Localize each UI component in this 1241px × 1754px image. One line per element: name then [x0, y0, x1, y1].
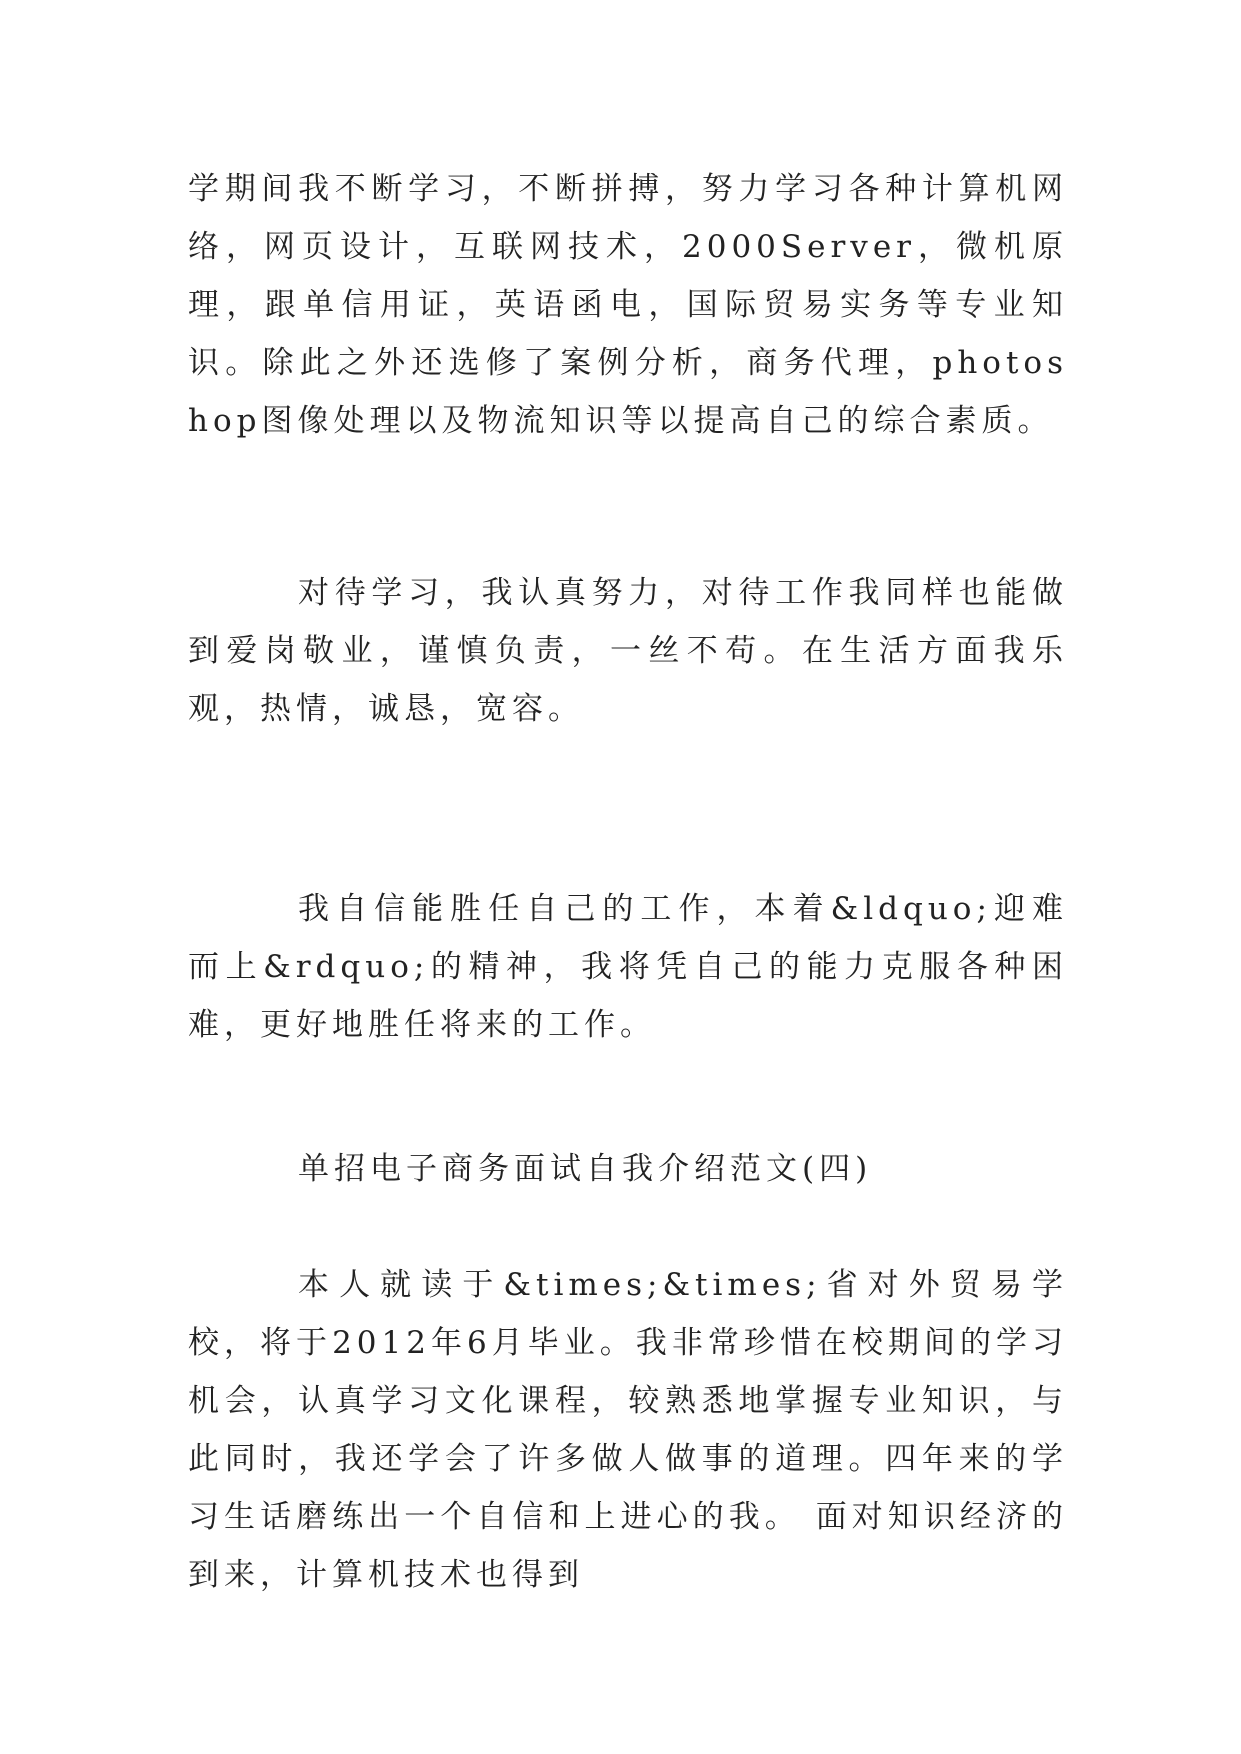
- paragraph-study-courses: 学期间我不断学习，不断拼搏，努力学习各种计算机网络，网页设计，互联网技术，2000Server，微机原理，跟单信用证，英语函电，国际贸易实务等专业知识。除此之外还选修了案例分析，商务代理，photoshop图像处理以及物流知识等以提高自己的综合素质。: [188, 171, 1068, 439]
- paragraph-work-attitude: 对待学习，我认真努力，对待工作我同样也能做到爱岗敬业，谨慎负责，一丝不苟。在生活方面我乐观，热情，诚恳，宽容。: [188, 575, 1068, 727]
- paragraph-confidence: 我自信能胜任自己的工作，本着&ldquo;迎难而上&rdquo;的精神，我将凭自己的能力克服各种困难，更好地胜任将来的工作。: [188, 891, 1068, 1043]
- section-heading: 单招电子商务面试自我介绍范文(四): [298, 1151, 873, 1187]
- paragraph-introduction: 本人就读于&times;&times;省对外贸易学校，将于2012年6月毕业。我非常珍惜在校期间的学习机会，认真学习文化课程，较熟悉地掌握专业知识，与此同时，我还学会了许多做人做事的道理。四年来的学习生话磨练出一个自信和上进心的我。 面对知识经济的到来，计算机技术也得到: [188, 1267, 1068, 1593]
